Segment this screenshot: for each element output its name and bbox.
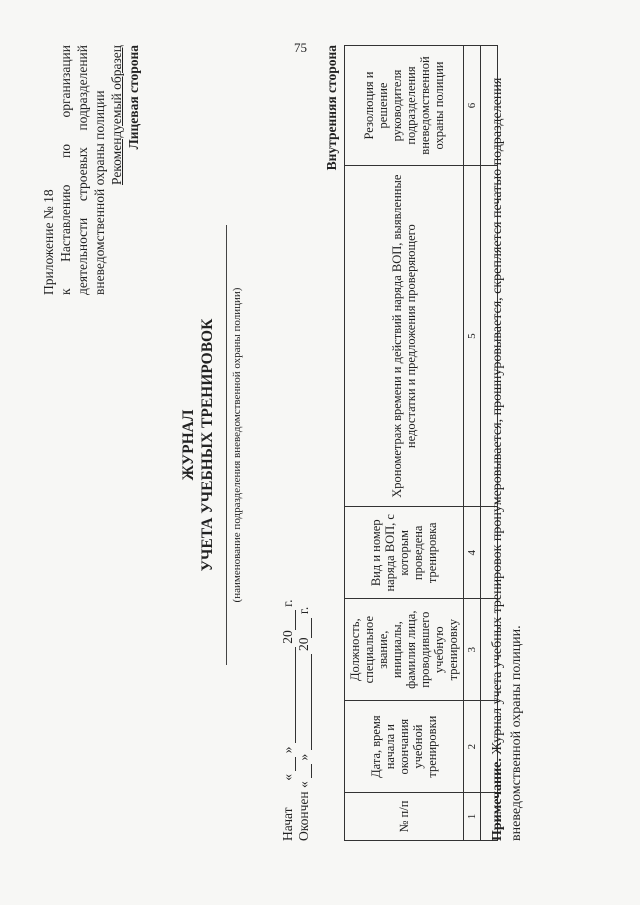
day-blank [283,757,296,771]
header-cell-unit: Вид и номер наряда ВОП, с которым проведена тренировка [345,507,464,599]
year-blank [283,610,296,630]
note [488,51,526,841]
column-number: 4 [464,507,481,599]
table-header-row [345,46,464,841]
note-label: Примечание. [490,758,505,841]
front-side-label: Лицевая сторона [126,45,141,150]
journal-subtitle: УЧЕТА УЧЕБНЫХ ТРЕНИРОВОК [199,318,216,572]
open-quote: « [280,773,295,781]
training-log-table [344,45,498,841]
department-fill-line [226,225,227,665]
month-blank [299,654,312,750]
ended-label: Окончен [296,791,311,841]
close-quote: » [296,753,311,761]
header-cell-timing: Хронометраж времени и действий наряда ВОП, выявленные недостатки и предложения проверяющего [345,166,464,507]
header-cell-conductor: Должность, специальное звание, инициалы, фамилия лица, проводившего учебную тренировку [345,599,464,701]
column-number: 1 [464,793,481,841]
table-number-row [464,46,481,841]
note-text: Журнал учета учебных тренировок пронумеровывается, прошнуровывается, скрепляется печатью подразделения вневедомственной охраны полиции. [490,77,524,841]
header-cell-number: № п/п [345,793,464,841]
year-prefix: 20 [296,637,311,652]
column-number: 3 [464,599,481,701]
year-suffix: г. [280,599,295,607]
started-label: Начат [280,807,295,841]
started-date [280,599,296,841]
rotated-document-page [30,35,550,855]
year-blank [299,618,312,638]
inner-side-label: Внутренняя сторона [324,45,339,171]
appendix-line: к Наставлению по организации [58,45,73,295]
appendix-line: вневедомственной охраны полиции [92,90,107,295]
close-quote: » [280,746,295,754]
month-blank [283,647,296,743]
recommended-sample: Рекомендуемый образец [109,45,124,186]
header-cell-date: Дата, время начала и окончания учебной тренировки [345,701,464,793]
column-number: 2 [464,701,481,793]
open-quote: « [296,781,311,789]
year-suffix: г. [296,606,311,615]
column-number: 5 [464,166,481,507]
year-prefix: 20 [280,630,295,644]
department-caption: (наименование подразделения вневедомственной охраны полиции) [231,287,243,603]
appendix-line: деятельности строевых подразделений [75,45,90,295]
day-blank [299,764,312,778]
appendix-block [40,45,142,295]
column-number: 6 [464,46,481,166]
header-cell-resolution: Резолюция и решение руководителя подразделения вневедомственной охраны полиции [345,46,464,166]
journal-title: ЖУРНАЛ [180,409,197,481]
appendix-title: Приложение № 18 [41,189,56,295]
page-number: 75 [294,40,307,55]
ended-date [296,607,312,841]
